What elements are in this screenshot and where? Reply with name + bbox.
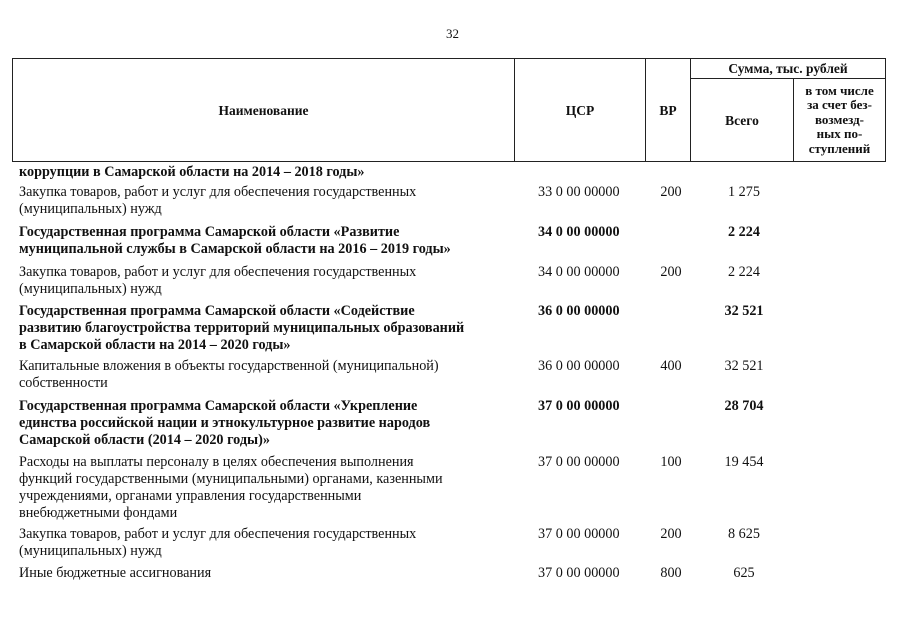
- row-total: 19 454: [724, 454, 764, 470]
- header-incl-line: возмезд-: [815, 111, 864, 127]
- row-vr: 400: [660, 358, 682, 374]
- row-name-line: Государственная программа Самарской области «Содействие: [19, 303, 415, 319]
- row-csr: 36 0 00 00000: [538, 358, 620, 374]
- row-name: [19, 264, 524, 298]
- header-vr: ВР: [659, 102, 677, 118]
- row-name-line: (муниципальных) нужд: [19, 201, 162, 217]
- row-csr: 34 0 00 00000: [538, 264, 620, 280]
- row-csr: 36 0 00 00000: [538, 303, 620, 319]
- row-vr: 100: [660, 454, 682, 470]
- row-csr: 34 0 00 00000: [538, 224, 620, 240]
- row-vr: 200: [660, 526, 682, 542]
- row-csr: 37 0 00 00000: [538, 398, 620, 414]
- row-name: [19, 358, 524, 392]
- row-name: [19, 565, 524, 582]
- row-vr: 200: [660, 264, 682, 280]
- row-name: [19, 454, 524, 522]
- row-name-line: внебюджетными фондами: [19, 505, 178, 521]
- row-name-line: Расходы на выплаты персоналу в целях обеспечения выполнения: [19, 454, 414, 470]
- row-total: 1 275: [728, 184, 760, 200]
- header-incl-line: ступлений: [808, 140, 871, 156]
- header-incl: [794, 79, 885, 161]
- row-name: [19, 224, 524, 258]
- header-incl-line: в том числе: [805, 82, 874, 98]
- row-name-line: Самарской области (2014 – 2020 годы)»: [19, 432, 270, 448]
- row-total: 8 625: [728, 526, 760, 542]
- header-csr: ЦСР: [565, 102, 595, 118]
- row-name-line: Закупка товаров, работ и услуг для обеспечения государственных: [19, 264, 417, 280]
- row-name: [19, 526, 524, 560]
- row-csr: 37 0 00 00000: [538, 454, 620, 470]
- row-csr: 37 0 00 00000: [538, 565, 620, 581]
- row-name-line: Закупка товаров, работ и услуг для обеспечения государственных: [19, 184, 417, 200]
- row-name: [19, 398, 524, 449]
- row-name-line: муниципальной службы в Самарской области на 2016 – 2019 годы»: [19, 241, 451, 257]
- header-total: Всего: [725, 112, 759, 128]
- header-incl-line: за счет без-: [807, 97, 872, 113]
- row-name-line: собственности: [19, 375, 108, 391]
- row-total: 32 521: [724, 358, 764, 374]
- row-name-line: коррупции в Самарской области на 2014 – 2018 годы»: [19, 164, 365, 180]
- table-header: [12, 58, 886, 162]
- row-name-line: учреждениями, органами управления государственными: [19, 488, 362, 504]
- row-name-line: функций государственными (муниципальными) органами, казенными: [19, 471, 443, 487]
- row-total: 28 704: [724, 398, 764, 414]
- row-total: 625: [733, 565, 755, 581]
- row-name-line: единства российской нации и этнокультурное развитие народов: [19, 415, 431, 431]
- row-name-line: в Самарской области на 2014 – 2020 годы»: [19, 337, 291, 353]
- row-vr: 800: [660, 565, 682, 581]
- header-name: Наименование: [218, 102, 309, 118]
- row-name-line: развитию благоустройства территорий муниципальных образований: [19, 320, 465, 336]
- row-vr: 200: [660, 184, 682, 200]
- header-incl-line: ных по-: [816, 126, 863, 142]
- row-name: [19, 303, 524, 354]
- row-name-line: Закупка товаров, работ и услуг для обеспечения государственных: [19, 526, 417, 542]
- row-name-line: Государственная программа Самарской области «Укрепление: [19, 398, 418, 414]
- row-total: 2 224: [728, 224, 760, 240]
- row-name-line: Иные бюджетные ассигнования: [19, 565, 212, 581]
- header-sum-title: Сумма, тыс. рублей: [728, 61, 848, 76]
- row-total: 32 521: [724, 303, 764, 319]
- row-csr: 37 0 00 00000: [538, 526, 620, 542]
- row-total: 2 224: [728, 264, 760, 280]
- row-name-line: Государственная программа Самарской области «Развитие: [19, 224, 400, 240]
- row-name: [19, 164, 524, 181]
- row-name-line: (муниципальных) нужд: [19, 281, 162, 297]
- page-number: 32: [446, 26, 459, 41]
- row-name-line: Капитальные вложения в объекты государственной (муниципальной): [19, 358, 439, 374]
- row-csr: 33 0 00 00000: [538, 184, 620, 200]
- row-name: [19, 184, 524, 218]
- row-name-line: (муниципальных) нужд: [19, 543, 162, 559]
